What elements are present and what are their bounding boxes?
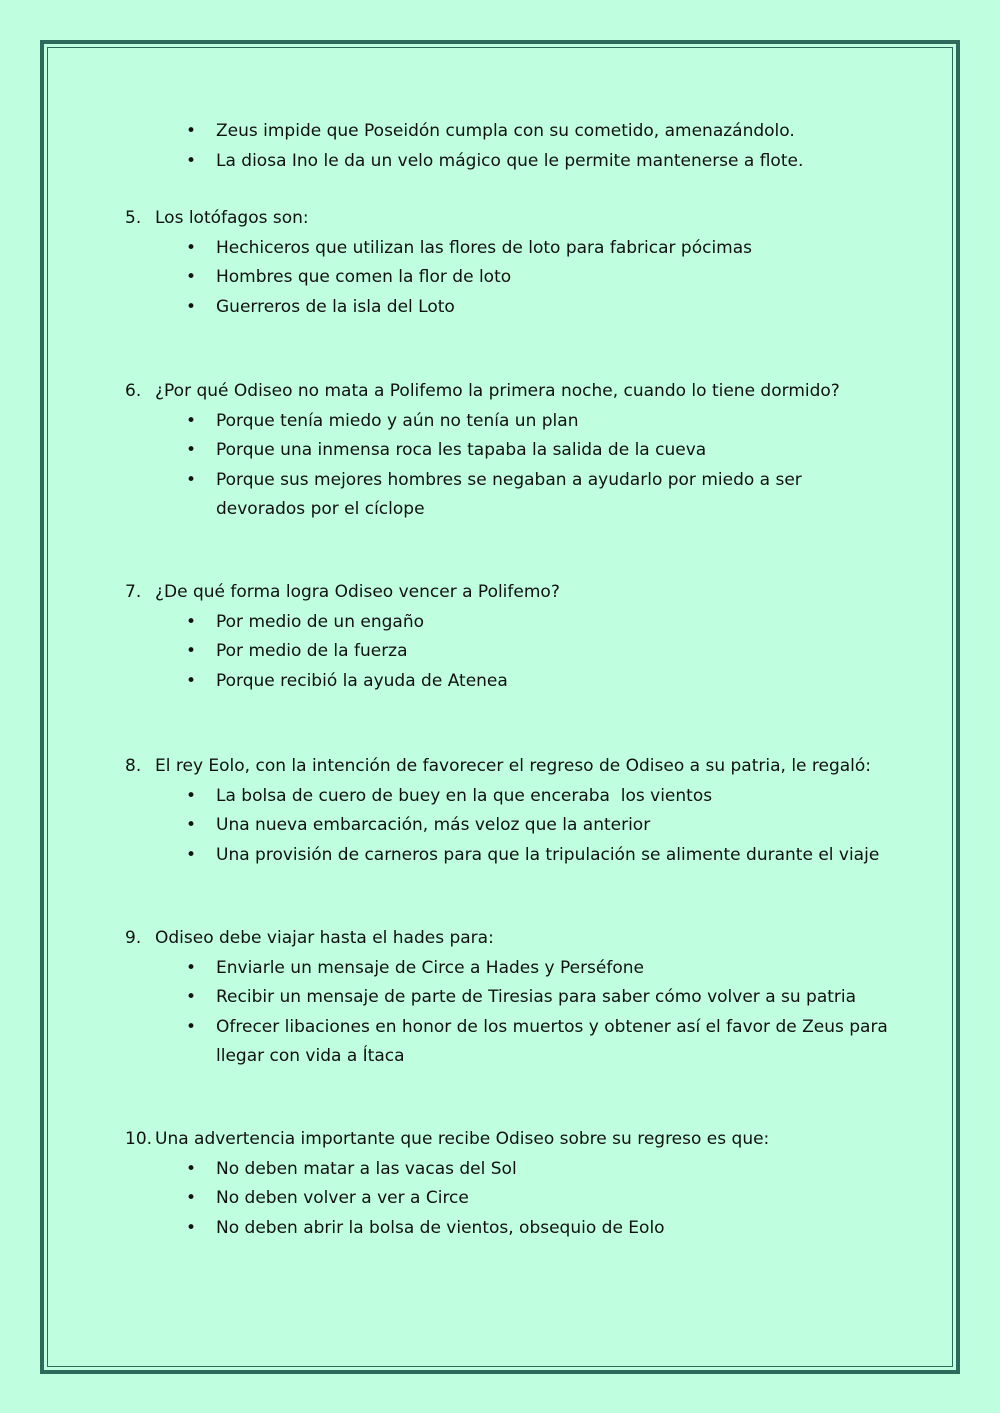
option-text: Enviarle un mensaje de Circe a Hades y Perséfone: [216, 957, 644, 978]
bullet-icon: •: [186, 641, 197, 661]
bullet-icon: •: [186, 1217, 197, 1238]
question-number: 6.: [125, 381, 142, 401]
question-number: 5.: [125, 208, 142, 228]
bullet-icon: •: [186, 611, 197, 632]
bullet-icon: •: [186, 1016, 197, 1037]
options-list: [0, 782, 1000, 871]
question-text: Odiseo debe viajar hasta el hades para:: [155, 928, 494, 948]
bullet-icon: •: [186, 957, 197, 978]
question-text: Una advertencia importante que recibe Odiseo sobre su regreso es que:: [155, 1129, 770, 1149]
question-text: ¿De qué forma logra Odiseo vencer a Polifemo?: [155, 582, 560, 602]
question-text: Los lotófagos son:: [155, 208, 309, 228]
option-item: [0, 1155, 1000, 1185]
question-heading: [0, 752, 1000, 782]
question-block-5: [0, 204, 1000, 322]
question-number: 9.: [125, 928, 142, 948]
option-text: Guerreros de la isla del Loto: [216, 296, 455, 317]
options-list: [0, 234, 1000, 323]
option-item: [0, 811, 1000, 841]
option-item: [0, 954, 1000, 984]
list-item-text: La diosa Ino le da un velo mágico que le permite mantenerse a flote.: [216, 150, 804, 171]
question-heading: [0, 1125, 1000, 1155]
option-item: [0, 407, 1000, 437]
list-item: [0, 117, 1000, 147]
list-item-text: Zeus impide que Poseidón cumpla con su cometido, amenazándolo.: [216, 121, 795, 141]
options-list: [0, 608, 1000, 697]
option-item: [0, 466, 1000, 525]
option-item: [0, 608, 1000, 638]
bullet-icon: •: [186, 844, 197, 865]
question-heading: [0, 924, 1000, 954]
option-text: Porque recibió la ayuda de Atenea: [216, 670, 508, 691]
bullet-icon: •: [186, 296, 197, 317]
question-number: 7.: [125, 582, 142, 602]
question-block-7: [0, 578, 1000, 696]
option-item: [0, 263, 1000, 293]
question-block-9: [0, 924, 1000, 1072]
question-heading: [0, 204, 1000, 234]
option-text: Porque una inmensa roca les tapaba la salida de la cueva: [216, 440, 707, 460]
option-text: Hechiceros que utilizan las flores de loto para fabricar pócimas: [216, 237, 752, 258]
option-text: No deben matar a las vacas del Sol: [216, 1158, 517, 1179]
bullet-icon: •: [186, 410, 197, 431]
bullet-icon: •: [186, 670, 197, 691]
option-item: [0, 436, 1000, 466]
option-item: [0, 1013, 1000, 1072]
option-item: [0, 667, 1000, 697]
option-item: [0, 637, 1000, 667]
question-number: 10.: [125, 1129, 153, 1149]
options-list: [0, 407, 1000, 525]
bullet-icon: •: [186, 150, 197, 171]
bullet-icon: •: [186, 1188, 197, 1208]
bullet-icon: •: [186, 987, 197, 1007]
option-text: La bolsa de cuero de buey en la que enceraba los vientos: [216, 785, 713, 806]
option-item: [0, 983, 1000, 1013]
bullet-icon: •: [186, 815, 197, 835]
option-item: [0, 1184, 1000, 1214]
option-text: Hombres que comen la flor de loto: [216, 267, 512, 287]
question-block-10: [0, 1125, 1000, 1243]
option-item: [0, 1214, 1000, 1244]
option-text: No deben abrir la bolsa de vientos, obsequio de Eolo: [216, 1217, 665, 1238]
question-number: 8.: [125, 756, 142, 776]
option-text: Por medio de la fuerza: [216, 641, 408, 661]
bullet-icon: •: [186, 1158, 197, 1179]
question-block-6: [0, 377, 1000, 525]
options-list: [0, 954, 1000, 1072]
options-list: [0, 1155, 1000, 1244]
question-heading: [0, 377, 1000, 407]
option-text: Una nueva embarcación, más veloz que la anterior: [216, 815, 651, 835]
continued-bullet-list: [0, 117, 1000, 176]
question-block-8: [0, 752, 1000, 870]
bullet-icon: •: [186, 469, 197, 490]
option-text: Porque tenía miedo y aún no tenía un plan: [216, 410, 579, 431]
option-item: [0, 841, 1000, 871]
option-text: Porque sus mejores hombres se negaban a ayudarlo por miedo a ser devorados por el cíclope: [216, 469, 802, 519]
bullet-icon: •: [186, 440, 197, 460]
question-text: El rey Eolo, con la intención de favorecer el regreso de Odiseo a su patria, le regaló:: [155, 756, 872, 776]
question-heading: [0, 578, 1000, 608]
option-text: Ofrecer libaciones en honor de los muertos y obtener así el favor de Zeus para llegar con vida a Ítaca: [216, 1016, 888, 1066]
question-text: ¿Por qué Odiseo no mata a Polifemo la primera noche, cuando lo tiene dormido?: [155, 381, 840, 401]
option-text: Recibir un mensaje de parte de Tiresias para saber cómo volver a su patria: [216, 987, 857, 1007]
option-text: Por medio de un engaño: [216, 611, 425, 632]
bullet-icon: •: [186, 237, 197, 258]
bullet-icon: •: [186, 267, 197, 287]
bullet-icon: •: [186, 121, 197, 141]
option-item: [0, 234, 1000, 264]
option-item: [0, 782, 1000, 812]
option-text: Una provisión de carneros para que la tripulación se alimente durante el viaje: [216, 844, 880, 865]
option-text: No deben volver a ver a Circe: [216, 1188, 469, 1208]
option-item: [0, 293, 1000, 323]
list-item: [0, 147, 1000, 177]
bullet-icon: •: [186, 785, 197, 806]
